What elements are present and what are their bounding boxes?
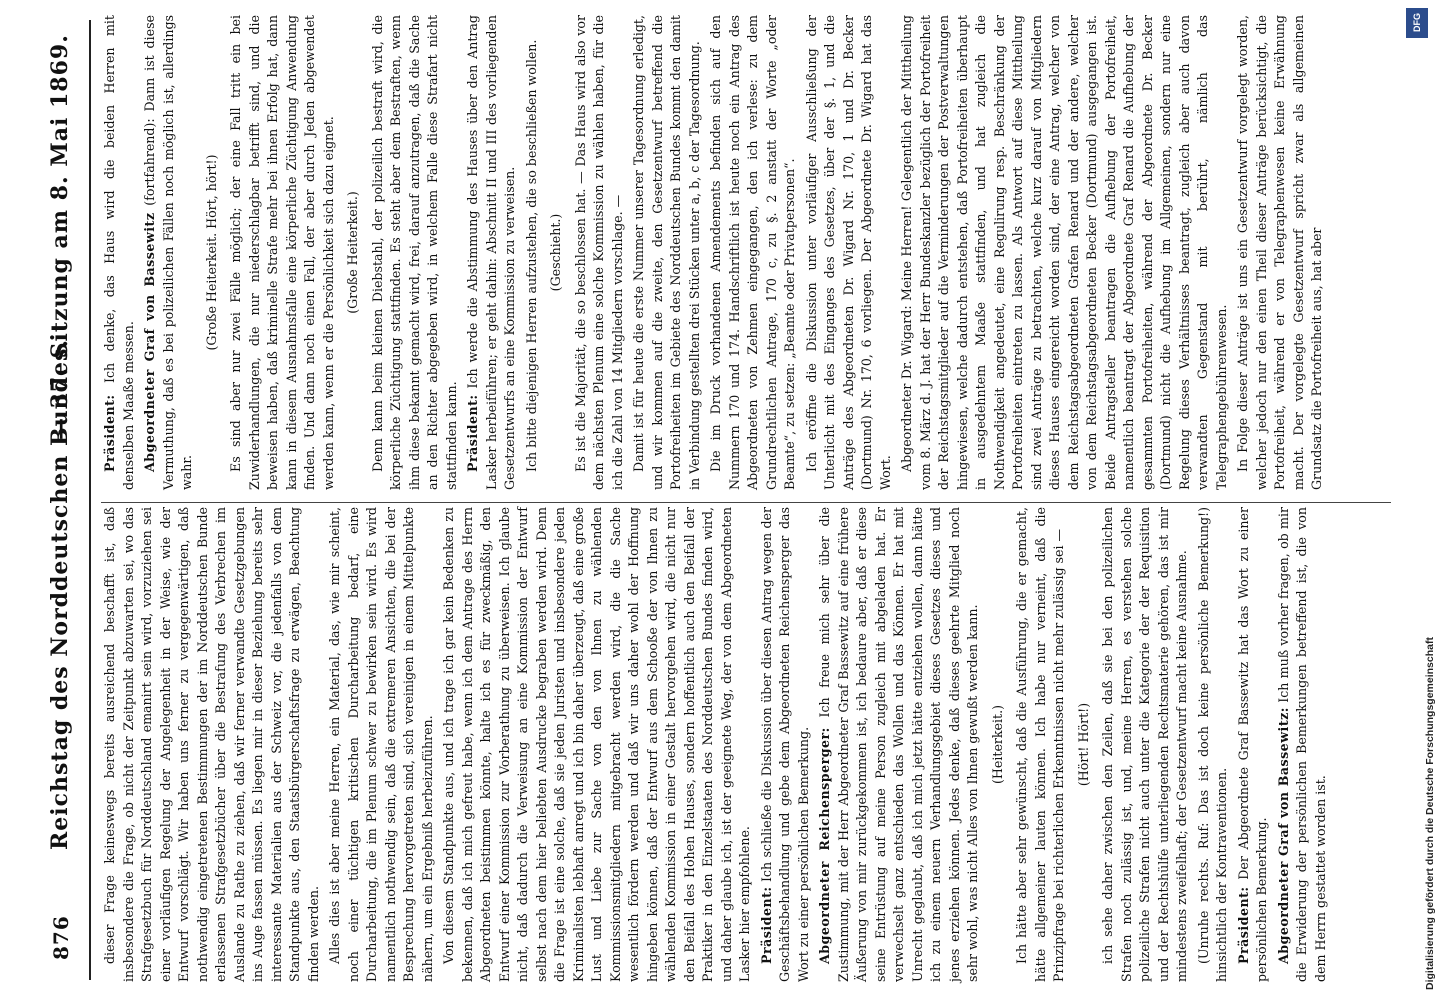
paragraph: Abgeordneter Graf von Bassewitz (fortfahrend): Dann ist diese Vermuthung, daß es bei polizeilichen Fällen noch möglich ist, allerdings wahr. bbox=[142, 15, 194, 490]
paragraph: Ich eröffne die Diskussion unter vorläufiger Ausschließung der Unterlicht mit des Einganges des Gesetzes, über der §. 1, und die Anträge des Abgeordneten Dr. Wigard Nr. 170, 1 und Dr. Becker (Dortmund) Nr. 170, 6 vorliegen. Der Abgeordnete Dr. Wigard hat das Wort. bbox=[803, 15, 893, 490]
paragraph: Präsident: Ich denke, das Haus wird die beiden Herren mit denselben Maaße messen. bbox=[102, 15, 136, 490]
left-column bbox=[101, 507, 1391, 982]
right-column bbox=[101, 15, 1391, 490]
page-header bbox=[21, 0, 81, 1000]
paragraph: dieser Frage keineswegs bereits ausreichend beschafft ist, daß insbesondere die Frage, ob nicht der Zeitpunkt abzuwarten sei, wo das Strafgesetzbuch für Norddeutschland emanirt sein wird, vorzuziehen sei einer vorläufigen Regelung der Angelegenheit in der Weise, wie der Entwurf vorschlägt. Wir haben uns ferner zu vergegenwärtigen, daß nothwendig eingetretenen Bestimmungen der im Norddeutschen Bunde erlassenen Strafgesetzbücher über die Bestrafung des Verbrechen im Auslande zu Rathe zu ziehen, daß wir ferner verwandte Gesetzgebungen ins Auge fassen müssen. Es liegen mir in dieser Beziehung bereits sehr interessante Materialien aus der Schweiz vor, die jedenfalls von dem Standpunkte aus, den Staatsbürgerschaftsfrage zu erwägen, Beachtung finden werden. bbox=[102, 507, 321, 982]
running-title-right: — 37. Sitzung am 8. Mai 1869. bbox=[47, 34, 73, 440]
paragraph: Präsident: Der Abgeordnete Graf Bassewitz hat das Wort zu einer persönlichen Bemerkung. bbox=[1235, 507, 1269, 982]
paragraph: Ich bitte diejenigen Herren aufzustehen, die so beschließen wollen. bbox=[523, 39, 539, 472]
stage-direction: (Hört! Hört!) bbox=[1075, 702, 1091, 787]
paragraph: Alles dies ist aber meine Herren, ein Material, das, wie mir scheint, noch einer tüchtigen kritischen Durcharbeitung bedarf, eine Durcharbeitung, die im Plenum schwer zu bewirken sein wird. Es wird namentlich nothwendig sein, daß die extremeren Ansichten, die bei der Besprechung hervorgetreten sind, sich vereinigen in einem Mittelpunkte nähern, um ein Ergebniß herbeizuführen. bbox=[327, 507, 435, 982]
speaker-name: Präsident: bbox=[1235, 886, 1251, 964]
paragraph: Von diesem Standpunkte aus, und ich trage ich gar kein Bedenken zu bekennen, daß ich mich gefreut habe, wenn ich dem Antrage des Herrn Abgeordneten beistimmen könnte, halte ich es für zweckmäßig, den Entwurf einer Kommission zur Vorberathung zu überweisen. Ich glaube nicht, daß dadurch die Verweisung an eine Kommission der Entwurf selbst nach dem hier beliebten Ausdrucke begraben werden wird. Denn die Frage ist eine solche, daß sie jeden Juristen und insbesondere jeden Kriminalisten lebhaft anregt und ich bin daher überzeugt, daß eine große Lust und Liebe zur Sache von den von Ihnen zu wählenden Kommissionsmitgliedern mitgebracht werden wird, die die Sache wesentlich fördern werden und daß wir uns daher wohl der Hoffnung hingeben können, daß der Entwurf aus dem Schooße der von Ihnen zu wählenden Kommission in einer Gestalt hervorgehen wird, die nicht nur den Beifall des Hohen Hauses, sondern hoffentlich auch den Beifall der Praktiker in den Einzelstaaten des Norddeutschen Bundes finden wird, und daher glaube ich, ist der geeignete Weg, der von dem Abgeordneten Lasker hier empfohlene. bbox=[441, 507, 752, 982]
speaker-name: Präsident: bbox=[758, 886, 774, 964]
speaker-name: Abgeordneter Graf von Bassewitz bbox=[142, 212, 157, 472]
paragraph: Die im Druck vorhandenen Amendements befinden sich auf den Nummern 170 und 174. Handschriftlich ist heute noch ein Antrag des Abgeordneten von Zehmen eingegangen, den ich verlese: zu dem Grundrechtlichen Antrage, 170 c, zu §. 2 anstatt der Worte „oder Beamte“, zu setzen: „Beamte oder Privatpersonen“. bbox=[708, 15, 797, 490]
column-divider bbox=[101, 502, 1391, 503]
digitization-credit-strip bbox=[1402, 0, 1436, 1000]
paragraph: Abgeordneter Dr. Wigard: Meine Herren! Gelegentlich der Mittheilung vom 8. März d. J. hat der Herr Bundeskanzler bezüglich der Portofreiheit der Reichstagsmitglieder auf die Verminderungen der Postverwaltungen hingewiesen, welche dadurch entstehen, daß Portofreiheiten überhaupt in ausgedehntem Maaße stattfinden, und hat zugleich die Nothwendigkeit angedeutet, eine Regulirung resp. Beschränkung der Portofreiheiten eintreten zu lassen. Als Antwort auf diese Mittheilung sind zwei Anträge zu betrachten, welche kurz darauf von Mitgliedern dieses Hauses eingereicht worden sind, der eine Antrag, welcher von dem Reichstagsabgeordneten Grafen Renard und der andere, welcher von dem Reichstagsabgeordneten Becker (Dortmund) ausgegangen ist. Beide Antragsteller beantragen die Aufhebung der Portofreiheit, namentlich beantragt der Abgeordnete Graf Renard die Aufhebung der gesammten Portofreiheiten, während der Abgeordnete Dr. Becker (Dortmund) nicht die Aufhebung im Allgemeinen, sondern nur eine Regelung dieses Verhältnisses beantragt, zugleich aber auch davon verwandten Gegenstand mit berührt, nämlich das Telegraphengebührenwesen. bbox=[899, 15, 1229, 490]
paragraph: ich sehe daher zwischen den Zeilen, daß sie bei den polizeilichen Strafen noch zulässig ist, und, meine Herren, es verstehen solche polizeiliche Strafen nicht auch unter die Kategorie der der Requisition und der Rechtshülfe unterliegenden Rechtsmaterie gehören, das ist mir mindestens zweifelhaft; der Gesetzentwurf macht keine Ausnahme. bbox=[1100, 507, 1189, 982]
speaker-name: Präsident: bbox=[102, 394, 117, 472]
paragraph: Damit ist für heute die erste Nummer unserer Tagesordnung erledigt, und wir kommen auf die zweite, den Gesetzentwurf betreffend die Portofreiheiten im Gebiete des Norddeutschen Bundes kommt den damit in Verbindung gestellten drei Stücken unter a, b, c der Tagesordnung. bbox=[631, 15, 702, 490]
document-page bbox=[21, 0, 1411, 1000]
paragraph: Präsident: Ich werde die Abstimmung des Hauses über den Antrag Lasker herbeiführen; er geht dahin: Abschnitt II und III des vorliegenden Gesetzentwurfs an eine Kommission zu verweisen. bbox=[465, 15, 517, 490]
speaker-name: Präsident: bbox=[465, 394, 480, 472]
speaker-name: Abgeordneter Reichensperger: bbox=[817, 727, 832, 964]
header-rule bbox=[89, 20, 91, 980]
page-number: 876 bbox=[49, 915, 73, 960]
paragraph: Abgeordneter Graf von Bassewitz: Ich muß vorher fragen, ob mir die Erwiderung der persönlichen Bemerkungen betreffend ist, die von dem Herrn gestattet worden ist. bbox=[1275, 507, 1328, 982]
stage-direction: (Große Heiterkeit. Hört, hört!) bbox=[203, 154, 219, 351]
paragraph: Es ist die Majorität, die so beschlossen hat. — Das Haus wird also vor dem nächsten Plenum eine solche Kommission zu wählen haben, für die ich die Zahl von 14 Mitgliedern vorschlage. — bbox=[572, 15, 625, 490]
paragraph: In Folge dieser Anträge ist uns ein Gesetzentwurf vorgelegt worden, welcher jedoch nur den einen Theil dieser Anträge berücksichtigt, die Portofreiheit, während er von Telegraphenwesen keine Erwähnung macht. Der vorgelegte Gesetzentwurf spricht zwar als allgemeinen Grundsatz die Portofreiheit aus, hat aber bbox=[1235, 15, 1324, 490]
speaker-name: Abgeordneter Graf von Bassewitz: bbox=[1275, 707, 1291, 964]
stage-direction: (Heiterkeit.) bbox=[989, 705, 1005, 784]
stage-direction: (Große Heiterkeit.) bbox=[345, 191, 360, 314]
paragraph: Ich hätte aber sehr gewünscht, daß die Ausführung, die er gemacht, hätte allgemeiner lauten können. Ich habe nur verneint, daß die Prinzipfrage bei richterlichen Erkenntnissen nicht mehr zulässig sei — bbox=[1014, 507, 1066, 982]
dfg-logo: DFG bbox=[1406, 8, 1428, 38]
running-title-left: Reichstag des Norddeutschen Bundes. bbox=[47, 338, 73, 850]
paragraph: Präsident: Ich schließe die Diskussion über diesen Antrag wegen der Geschäftsbehandlung und gebe dem Abgeordneten Reichensperger das Wort zu einer persönlichen Bemerkung. bbox=[758, 507, 811, 982]
paragraph: Abgeordneter Reichensperger: Ich freue mich sehr über die Zustimmung, mit der Herr Abgeordneter Graf Bassewitz auf eine frühere Äußerung von mir zurückgekommen ist, ich bedaure aber, daß er diese seine Entrüstung auf meine Person zugleich mit abgeladen hat. Er verwechselt ganz entschieden das Wollen und das Können. Er hat mit Unrecht geglaubt, daß ich mich jetzt hätte entziehen wollen, dann hätte ich zu einem neuern Verhandlungsgebiet dieses Gesetzes dieses und jenes erziehen können. Jedes denke, daß dieses geehrte Mitglied noch sehr wohl, was nicht Alles von Ihnen gewußt werden kann. bbox=[817, 506, 980, 982]
digitization-credit: Digitalisierung gefördert durch die Deutsche Forschungsgemeinschaft bbox=[1424, 637, 1436, 990]
paragraph: Denn kann beim kleinen Diebstahl, der polizeilich bestraft wird, die körperliche Züchtigung stattfinden. Es steht aber dem Bestraften, wenn ihm diese bekannt gemacht wird, frei, darauf anzutragen, daß die Sache an den Richter abgegeben wird, in welchem Falle diese Strafart nicht stattfinden kann. bbox=[369, 15, 459, 490]
stage-direction: (Geschieht.) bbox=[548, 213, 563, 292]
paragraph: Es sind aber nur zwei Fälle möglich; der eine Fall tritt ein bei Zuwiderhandlungen, die nur niederschlagbar betrifft sind, und die beweisen haben, daß kriminelle Strafe mehr bei ihnen Erfolg hat, dann kann in diesem Ausnahmsfalle eine körperliche Züchtigung Anwendung finden. Und dann noch einen Fall, der aber durch Jeden abgewendet werden kann, wenn er die Persönlichkeit sich dazu eignet. bbox=[228, 15, 336, 490]
paragraph: (Unruhe rechts. Ruf: Das ist doch keine persönliche Bemerkung!) hinsichtlich der Kontraventionen. bbox=[1195, 507, 1229, 982]
